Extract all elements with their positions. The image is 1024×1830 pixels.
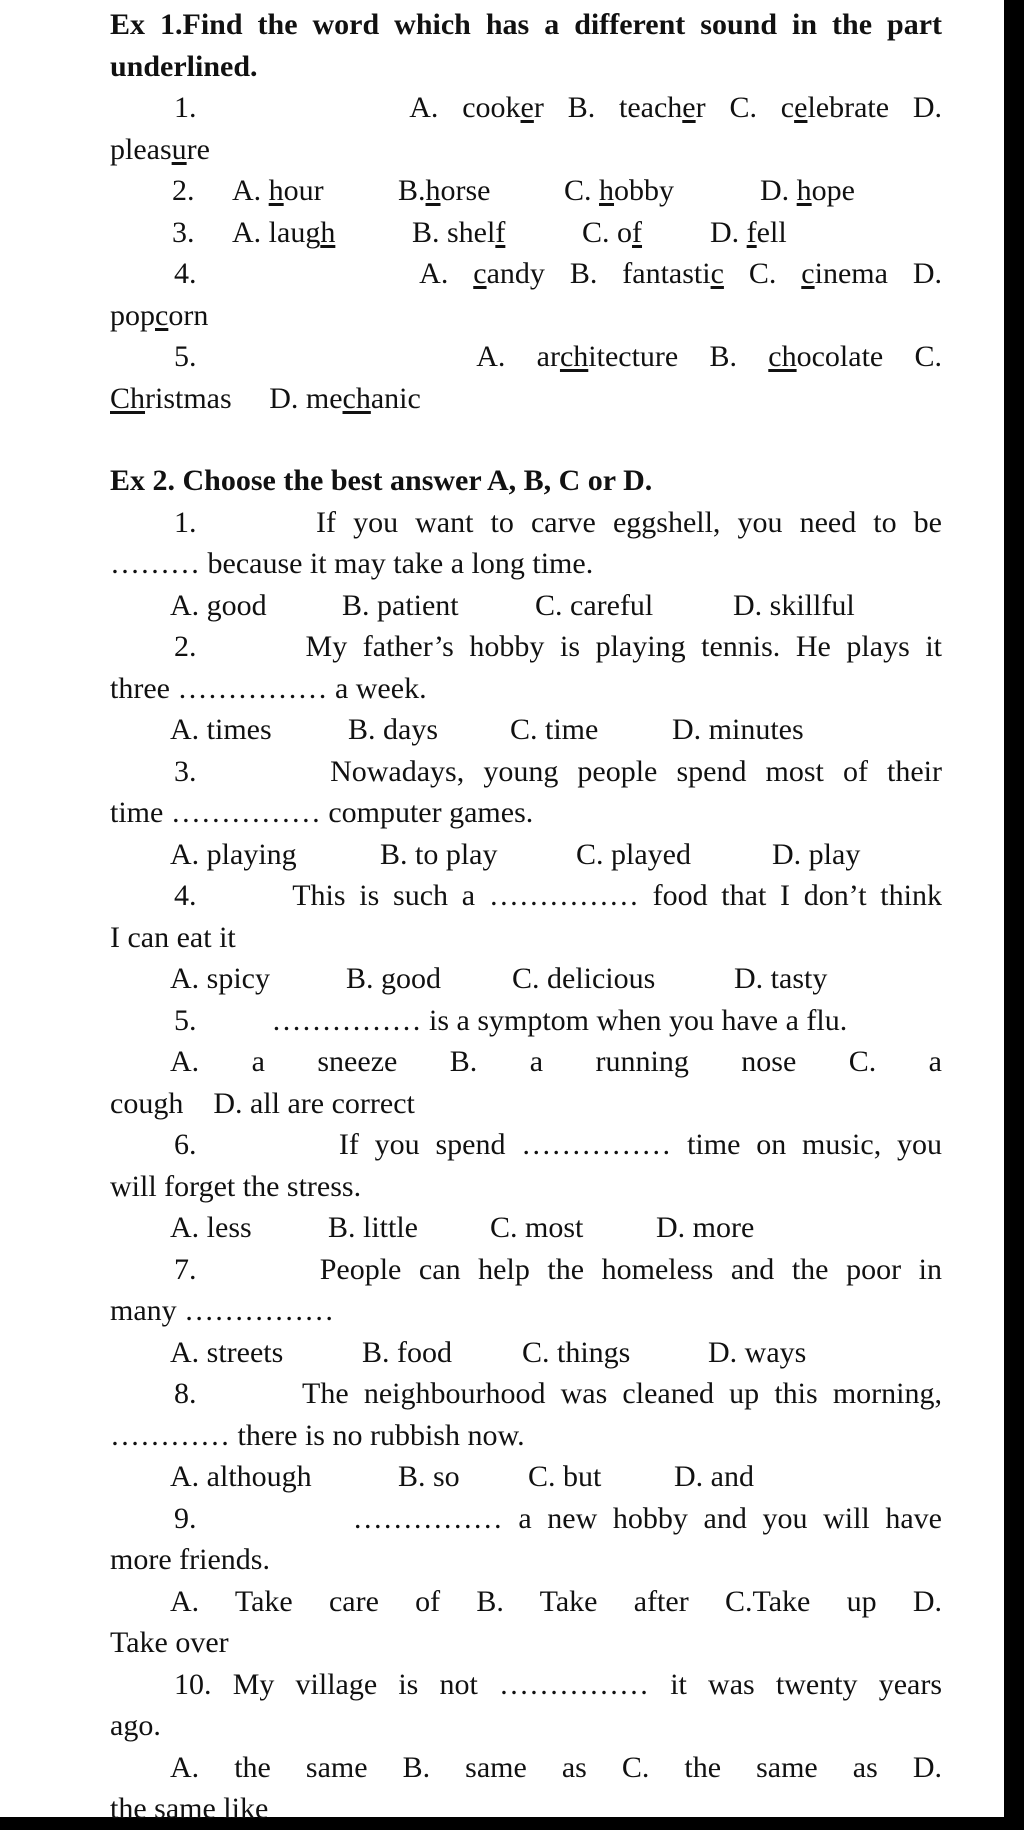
option-b: B. little — [328, 1211, 418, 1244]
option-c: C. celebrate — [729, 91, 890, 124]
option-d: D. more — [656, 1211, 755, 1244]
option-c: C. played — [576, 837, 691, 871]
option-c: C. hobby — [564, 174, 675, 207]
ex2-q4-cont: I can eat it — [110, 920, 236, 954]
ex2-q3-cont: time …………… computer games. — [110, 796, 534, 829]
option-d: D. tasty — [734, 962, 828, 995]
option-a: A. streets — [170, 1335, 284, 1369]
option-a: A. although — [170, 1460, 312, 1493]
option-a: A. playing — [170, 837, 297, 871]
option-d: D. hope — [760, 174, 855, 207]
option-b: B. so — [398, 1460, 460, 1493]
ex2-q3-options — [110, 834, 942, 876]
option-c-label: C. — [914, 340, 943, 373]
option-a-label: A. — [476, 340, 506, 373]
option-a: A. hour — [232, 174, 324, 207]
ex2-q5-options: A. a sneeze B. a running nose C. a — [170, 1045, 942, 1078]
option-b: B. teacher — [567, 91, 706, 124]
option-c: C. things — [522, 1335, 631, 1369]
option-c: C. delicious — [512, 962, 656, 995]
option-c: C. but — [528, 1460, 602, 1493]
option-b: B. good — [346, 962, 442, 995]
option-a: A. spicy — [170, 962, 270, 995]
ex2-q1-cont: ……… because it may take a long time. — [110, 547, 594, 580]
option-b: B. food — [362, 1335, 452, 1369]
ex2-q5-cont: cough D. all are correct — [110, 1086, 415, 1120]
option-a: A. times — [170, 713, 272, 746]
option-c: C. cinema — [748, 257, 888, 290]
ex2-q3: 3. Nowadays, young people spend most of their — [174, 754, 943, 788]
ex2-q4: 4. This is such a …………… food that I don’t think — [174, 879, 942, 912]
option-d: D. — [912, 257, 943, 290]
option-d: D. minutes — [672, 713, 804, 746]
option-c: C. of — [582, 215, 643, 249]
ex2-q7-options — [110, 1332, 942, 1374]
ex1-q3: 3. A. laugh B. shelf C. of D. fell — [110, 212, 942, 254]
option-b: B.horse — [398, 174, 491, 207]
option-a: A. good — [170, 588, 267, 622]
option-b-label: B. — [709, 340, 738, 373]
ex2-q8: 8. The neighbourhood was cleaned up this morning, — [174, 1377, 942, 1410]
ex2-q8-cont: ………… there is no rubbish now. — [110, 1418, 525, 1452]
ex2-q10-cont: ago. — [110, 1709, 161, 1742]
option-a: architecture — [536, 340, 679, 373]
option-d: D. ways — [708, 1335, 807, 1369]
ex1-q5: 5. A. architecture B. chocolate C. — [174, 340, 943, 373]
ex2-q5: 5. …………… is a symptom when you have a flu. — [174, 1003, 848, 1037]
option-c: C. careful — [535, 588, 654, 622]
ex1-q4-cont: popcorn — [110, 298, 209, 332]
ex2-q7: 7. People can help the homeless and the poor in — [174, 1252, 942, 1286]
option-a: A. less — [170, 1211, 252, 1244]
option-b: B. patient — [342, 588, 459, 622]
option-d: D. skillful — [733, 588, 855, 622]
ex2-q1-options — [110, 585, 942, 627]
ex2-q4-options — [110, 958, 942, 1000]
ex2-q6-options — [110, 1207, 942, 1249]
ex2-q8-options — [110, 1456, 942, 1498]
ex2-q9: 9. …………… a new hobby and you will have — [174, 1501, 943, 1535]
ex1-q1-cont: pleasure — [110, 132, 210, 166]
option-b: B. days — [348, 713, 438, 746]
option-d: D. play — [772, 837, 861, 871]
ex2-title: Ex 2. Choose the best answer A, B, C or D. — [110, 464, 653, 497]
ex2-q10-cont2: the same like — [110, 1792, 269, 1825]
ex2-q9-cont: more friends. — [110, 1543, 270, 1576]
option-c: C. time — [510, 713, 599, 746]
option-c: Christmas — [110, 381, 232, 415]
option-a: A. candy — [419, 257, 545, 290]
option-b: B. shelf — [412, 215, 506, 249]
option-a: A. laugh — [232, 215, 336, 249]
ex1-q2: 2. A. hour B.horse C. hobby D. hope — [110, 170, 942, 212]
option-b: B. to play — [380, 837, 498, 871]
option-d: D. mechanic — [269, 381, 421, 415]
ex2-q2-options — [110, 709, 942, 751]
option-b: B. fantastic — [569, 257, 724, 290]
ex2-q2: 2. My father’s hobby is playing tennis. He plays it — [174, 630, 943, 663]
ex2-q9-options: A. Take care of B. Take after C.Take up D. — [170, 1584, 942, 1618]
option-d: D. — [912, 91, 943, 124]
ex2-q2-cont: three …………… a week. — [110, 671, 427, 705]
ex1-q1: 1. A. cooker B. teacher C. celebrate D. — [174, 91, 943, 124]
ex2-q9-cont2: Take over — [110, 1626, 229, 1659]
ex1-title: Ex 1.Find the word which has a different sound in the part underlined. — [110, 8, 942, 83]
ex2-q10: 10. My village is not …………… it was twenty years — [174, 1667, 943, 1701]
ex2-q1: 1. If you want to carve eggshell, you need to be — [174, 505, 942, 539]
ex1-q4: 4. A. candy B. fantastic C. cinema D. — [174, 257, 943, 290]
ex2-q7-cont: many …………… — [110, 1294, 335, 1327]
ex1-q5-cont — [110, 378, 942, 420]
option-c: C. most — [490, 1211, 584, 1244]
option-a: A. cooker — [409, 91, 544, 124]
option-d: D. and — [674, 1460, 754, 1493]
option-b: chocolate — [768, 340, 884, 373]
section-spacer — [110, 419, 942, 460]
ex2-q10-options: A. the same B. same as C. the same as D. — [170, 1750, 942, 1784]
option-d: D. fell — [710, 215, 787, 249]
ex2-q6-cont: will forget the stress. — [110, 1169, 362, 1203]
ex2-q6: 6. If you spend …………… time on music, you — [174, 1128, 943, 1161]
